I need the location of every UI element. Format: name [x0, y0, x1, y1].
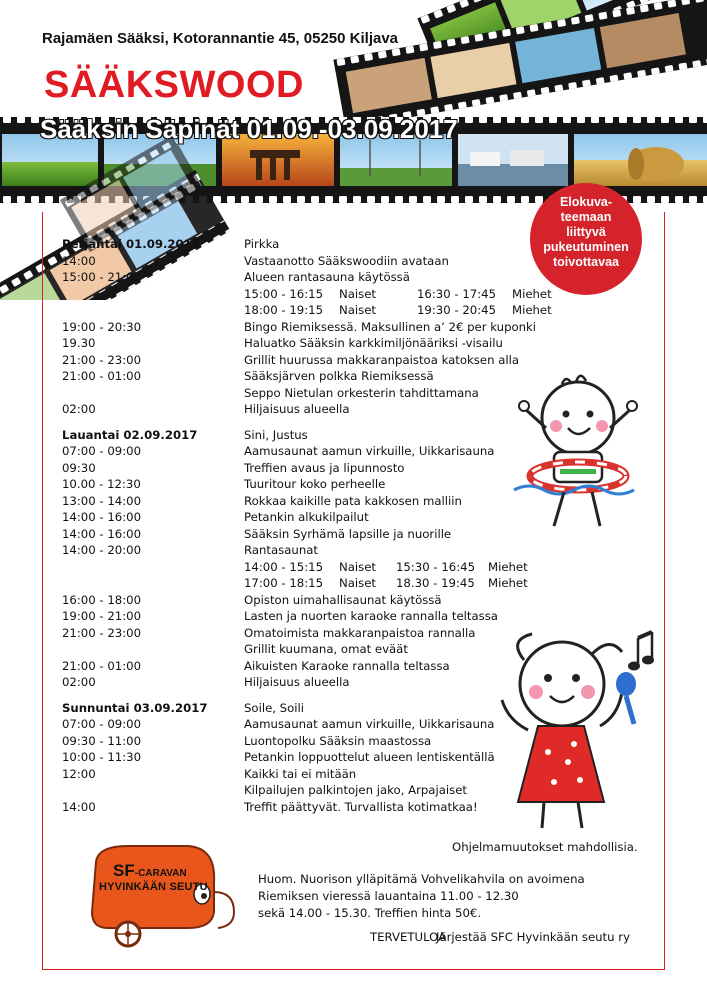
- slot-group: Naiset: [339, 576, 377, 590]
- schedule-row: [62, 335, 582, 352]
- slot-time: 18.30 - 19:45: [396, 576, 475, 590]
- row-time: 19:00 - 21:00: [62, 609, 142, 623]
- slot-group: Miehet: [512, 286, 552, 301]
- row-time: 07:00 - 09:00: [62, 444, 142, 458]
- schedule-row: [62, 674, 582, 691]
- row-desc: Rantasaunat: [244, 543, 318, 557]
- row-desc: Haluatko Sääksin karkkimiljönääriksi -visailu: [244, 336, 503, 350]
- badge-line: liittyvä: [566, 225, 606, 239]
- row-desc: Grillit huurussa makkaranpaistoa katoksen alla: [244, 352, 520, 367]
- slot-group: Miehet: [488, 559, 528, 574]
- row-time: 10:00 - 11:30: [62, 750, 142, 764]
- row-time: 07:00 - 09:00: [62, 717, 142, 731]
- day-title: Perjantai 01.09.2017: [62, 237, 200, 251]
- cafe-notice: [258, 871, 648, 922]
- schedule-row: [62, 658, 582, 675]
- badge-line: pukeutuminen: [543, 240, 629, 254]
- name-day: Pirkka: [244, 237, 280, 251]
- schedule-row: [62, 319, 582, 336]
- row-desc: Sääksjärven polkka Riemiksessä: [244, 369, 434, 383]
- slot-time: 14:00 - 15:15: [244, 559, 324, 574]
- row-desc: Rokkaa kaikille pata kakkosen malliin: [244, 493, 462, 508]
- schedule-row: [62, 443, 582, 460]
- row-time: 10.00 - 12:30: [62, 477, 141, 491]
- row-desc: Bingo Riemiksessä. Maksullinen a’ 2€ per kuponki: [244, 319, 537, 334]
- schedule-row: [62, 542, 582, 559]
- schedule-row: [62, 608, 582, 625]
- row-time: 21:00 - 01:00: [62, 369, 142, 383]
- sauna-slot-row: [62, 286, 582, 303]
- slot-group: Naiset: [339, 559, 377, 574]
- row-desc: Aamusaunat aamun virkuille, Uikkarisauna: [244, 717, 495, 731]
- row-desc: Alueen rantasauna käytössä: [244, 270, 410, 284]
- logo-region: HYVINKÄÄN SEUTU: [99, 881, 208, 893]
- day-title: Lauantai 02.09.2017: [62, 427, 198, 442]
- schedule-row: [62, 269, 582, 286]
- schedule: [62, 236, 582, 815]
- row-desc: Opiston uimahallisaunat käytössä: [244, 592, 442, 607]
- row-time: 02:00: [62, 402, 96, 416]
- notice-line: sekä 14.00 - 15.30. Treffien hinta 50€.: [258, 906, 482, 920]
- program-changes-note: Ohjelmamuutokset mahdollisia.: [452, 840, 638, 854]
- schedule-row: [62, 526, 582, 543]
- row-time: 21:00 - 01:00: [62, 658, 142, 673]
- row-desc: Aamusaunat aamun virkuille, Uikkarisauna: [244, 444, 495, 458]
- schedule-row: [62, 749, 582, 766]
- logo-sf: SF: [113, 861, 135, 880]
- row-time: 14:00: [62, 253, 96, 268]
- logo-sf-text: [113, 861, 187, 881]
- row-desc: Petankin loppuottelut alueen lentiskentällä: [244, 750, 495, 764]
- schedule-row: [62, 716, 582, 733]
- sauna-slot-row: [62, 575, 582, 592]
- notice-line: Huom. Nuorison ylläpitämä Vohvelikahvila on avoimena: [258, 872, 585, 886]
- schedule-row: [62, 782, 582, 799]
- row-time: 12:00: [62, 766, 96, 781]
- row-desc: Kaikki tai ei mitään: [244, 766, 357, 781]
- slot-time: 19:30 - 20:45: [417, 303, 497, 317]
- row-desc: Kilpailujen palkintojen jako, Arpajaiset: [244, 783, 467, 797]
- row-desc: Aikuisten Karaoke rannalla teltassa: [244, 658, 450, 673]
- row-desc: Luontopolku Sääksin maastossa: [244, 733, 432, 748]
- slot-time: 17:00 - 18:15: [244, 576, 324, 590]
- schedule-row: [62, 509, 582, 526]
- day-header-sunday: [62, 700, 582, 717]
- badge-line: teemaan: [560, 210, 612, 224]
- slot-time: 16:30 - 17:45: [417, 286, 497, 301]
- row-desc: Treffien avaus ja lipunnosto: [244, 460, 405, 475]
- row-time: 15:00 - 21:00: [62, 270, 142, 284]
- row-desc: Sääksin Syrhämä lapsille ja nuorille: [244, 526, 452, 541]
- name-day: Soile, Soili: [244, 700, 304, 715]
- event-title: Sääksin Säpinät 01.09.-03.09.2017: [40, 114, 458, 144]
- slot-time: 15:30 - 16:45: [396, 559, 476, 574]
- name-day: Sini, Justus: [244, 427, 308, 442]
- row-time: 09:30: [62, 460, 96, 475]
- row-time: 19.30: [62, 336, 96, 350]
- row-desc: Hiljaisuus alueella: [244, 402, 350, 416]
- sauna-slot-row: [62, 559, 582, 576]
- row-time: 14:00: [62, 799, 96, 814]
- notice-line: Riemiksen vieressä lauantaina 11.00 - 12.30: [258, 889, 519, 903]
- schedule-row: [62, 592, 582, 609]
- welcome-text: TERVETULOA: [370, 930, 447, 944]
- row-time: 14:00 - 20:00: [62, 543, 142, 557]
- row-time: 19:00 - 20:30: [62, 319, 142, 334]
- schedule-row: [62, 352, 582, 369]
- row-time: 02:00: [62, 675, 96, 689]
- schedule-row: [62, 625, 582, 642]
- row-time: 14:00 - 16:00: [62, 526, 142, 541]
- schedule-row: [62, 401, 582, 418]
- brand-title: SÄÄKSWOOD: [44, 64, 304, 106]
- row-time: 21:00 - 23:00: [62, 352, 142, 367]
- row-time: 14:00 - 16:00: [62, 510, 142, 524]
- slot-time: 15:00 - 16:15: [244, 286, 324, 301]
- slot-group: Naiset: [339, 303, 377, 317]
- slot-group: Naiset: [339, 286, 377, 301]
- schedule-row: [62, 368, 582, 385]
- row-desc: Hiljaisuus alueella: [244, 675, 350, 689]
- schedule-row: [62, 253, 582, 270]
- row-time: 09:30 - 11:00: [62, 733, 142, 748]
- row-desc: Petankin alkukilpailut: [244, 510, 369, 524]
- schedule-row: [62, 493, 582, 510]
- row-time: 21:00 - 23:00: [62, 625, 142, 640]
- schedule-row: [62, 766, 582, 783]
- row-desc: Omatoimista makkaranpaistoa rannalla: [244, 625, 476, 640]
- costume-badge: [530, 183, 642, 295]
- row-time: 13:00 - 14:00: [62, 493, 142, 508]
- schedule-row: [62, 476, 582, 493]
- slot-group: Miehet: [488, 576, 528, 590]
- schedule-row: [62, 460, 582, 477]
- organizer-text: Järjestää SFC Hyvinkään seutu ry: [436, 930, 630, 944]
- row-time: 16:00 - 18:00: [62, 592, 142, 607]
- schedule-row: [62, 385, 582, 402]
- day-title: Sunnuntai 03.09.2017: [62, 700, 208, 715]
- day-header-friday: [62, 236, 582, 253]
- row-desc: Seppo Nietulan orkesterin tahdittamana: [244, 385, 479, 400]
- badge-line: Elokuva-: [559, 195, 613, 209]
- logo-caravan: -CARAVAN: [134, 868, 187, 879]
- slot-time: 18:00 - 19:15: [244, 303, 324, 317]
- schedule-row: [62, 799, 582, 816]
- row-desc: Lasten ja nuorten karaoke rannalla teltassa: [244, 609, 498, 623]
- badge-line: toivottavaa: [553, 255, 619, 269]
- venue-address: Rajamäen Sääksi, Kotorannantie 45, 05250 Kiljava: [42, 30, 399, 47]
- row-desc: Treffit päättyvät. Turvallista kotimatkaa!: [244, 799, 478, 814]
- row-desc: Grillit kuumana, omat eväät: [244, 642, 408, 656]
- day-header-saturday: [62, 427, 582, 444]
- caravan-trailer-icon: [88, 842, 238, 962]
- sauna-slot-row: [62, 302, 582, 319]
- row-desc: Vastaanotto Sääkswoodiin avataan: [244, 253, 449, 268]
- schedule-row: [62, 641, 582, 658]
- slot-group: Miehet: [512, 303, 552, 317]
- row-desc: Tuuritour koko perheelle: [244, 477, 386, 491]
- schedule-row: [62, 733, 582, 750]
